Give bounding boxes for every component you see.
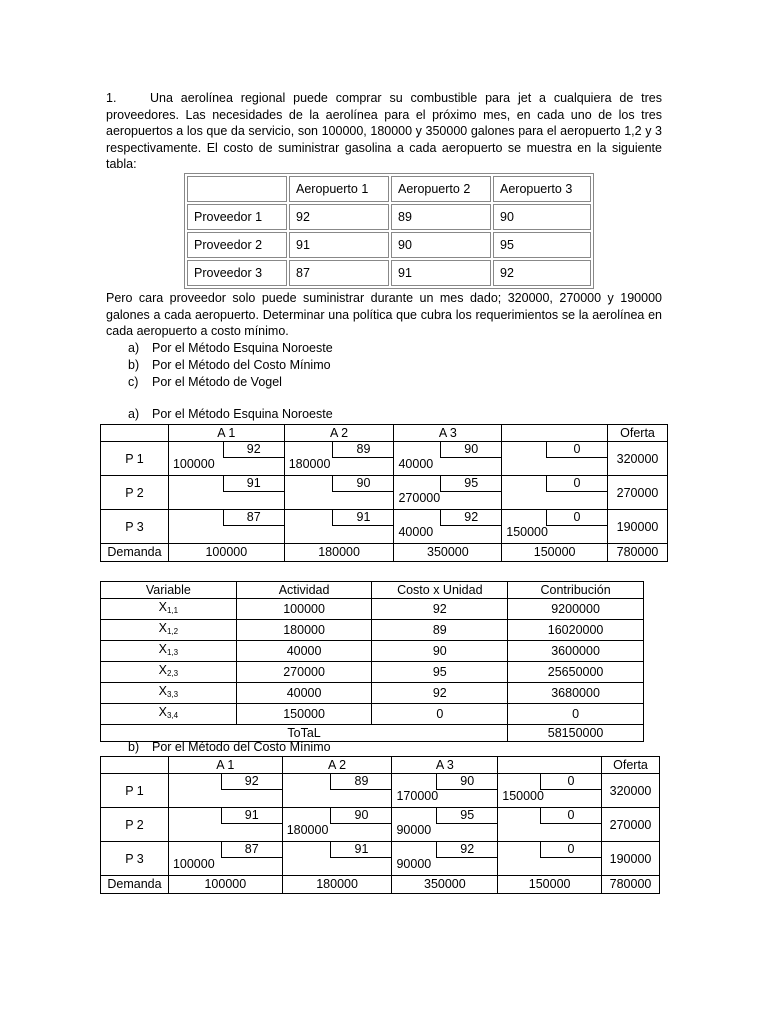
transport-table-a: [100, 424, 668, 562]
allocation: 90000: [396, 823, 432, 837]
header-cell: A 1: [168, 757, 282, 774]
variable-table: [100, 581, 644, 742]
total-row: [101, 725, 644, 742]
table-row: [101, 442, 668, 476]
allocation: 150000: [506, 525, 548, 539]
variable-index: 3,3: [166, 690, 179, 699]
table-row: [101, 510, 668, 544]
demand-value: 780000: [608, 544, 668, 562]
demand-label: Demanda: [101, 544, 169, 562]
variable-symbol: X: [158, 600, 167, 614]
unit-cost: 95: [440, 476, 501, 492]
alloc-cell: [168, 476, 284, 510]
row-label: P 3: [101, 510, 169, 544]
cost-cell: 87: [289, 260, 389, 286]
cost-cell: 92: [493, 260, 591, 286]
row-label: P 2: [101, 476, 169, 510]
unit-cost: 89: [330, 774, 391, 790]
cost-cell: 91: [391, 260, 491, 286]
alloc-cell: [284, 442, 394, 476]
list-text: Por el Método de Vogel: [152, 375, 282, 389]
unit-cost: 92: [223, 442, 284, 458]
supply-cell: 320000: [608, 442, 668, 476]
alloc-cell: [282, 774, 392, 808]
demand-label: Demanda: [101, 876, 169, 894]
variable-cell: [101, 599, 237, 620]
unit-cost-cell: 92: [372, 599, 508, 620]
supply-cell: 190000: [608, 510, 668, 544]
alloc-cell: [284, 510, 394, 544]
cost-header-cell: Aeropuerto 3: [493, 176, 591, 202]
unit-cost: 0: [540, 808, 601, 824]
row-label: P 3: [101, 842, 169, 876]
demand-value: 180000: [282, 876, 392, 894]
variable-index: 1,2: [166, 627, 179, 636]
table-row: [101, 662, 644, 683]
list-item: [128, 357, 333, 374]
alloc-cell: [168, 442, 284, 476]
activity-cell: 40000: [236, 683, 372, 704]
demand-row: [101, 544, 668, 562]
table-row: [101, 842, 660, 876]
unit-cost: 90: [330, 808, 391, 824]
allocation: 100000: [172, 857, 215, 871]
unit-cost: 89: [332, 442, 393, 458]
cost-header-cell: Aeropuerto 2: [391, 176, 491, 202]
header-cell: [502, 425, 608, 442]
table-header-row: [101, 425, 668, 442]
cost-cell: 92: [289, 204, 389, 230]
header-cell: Costo x Unidad: [372, 582, 508, 599]
row-label: P 2: [101, 808, 169, 842]
demand-value: 780000: [602, 876, 660, 894]
variable-symbol: X: [158, 663, 167, 677]
unit-cost-cell: 90: [372, 641, 508, 662]
header-cell: Actividad: [236, 582, 372, 599]
alloc-cell: [394, 476, 502, 510]
alloc-cell: [282, 842, 392, 876]
alloc-cell: [392, 774, 498, 808]
demand-value: 150000: [498, 876, 602, 894]
list-text: Por el Método del Costo Mínimo: [152, 358, 331, 372]
allocation: 170000: [396, 789, 439, 803]
contribution-cell: 16020000: [508, 620, 644, 641]
supply-cell: 270000: [602, 808, 660, 842]
supply-cell: 190000: [602, 842, 660, 876]
unit-cost-cell: 95: [372, 662, 508, 683]
unit-cost: 0: [540, 774, 601, 790]
row-label: P 1: [101, 442, 169, 476]
cost-header-cell: [187, 176, 287, 202]
unit-cost: 91: [221, 808, 282, 824]
allocation: 150000: [502, 789, 544, 803]
alloc-cell: [282, 808, 392, 842]
activity-cell: 100000: [236, 599, 372, 620]
unit-cost: 87: [223, 510, 284, 526]
variable-cell: [101, 620, 237, 641]
cost-table-header: [187, 176, 591, 202]
alloc-cell: [502, 476, 608, 510]
unit-cost: 90: [332, 476, 393, 492]
allocation: 100000: [172, 457, 215, 471]
list-text: Por el Método Esquina Noroeste: [152, 341, 333, 355]
total-label: ToTaL: [101, 725, 508, 742]
variable-symbol: X: [158, 705, 167, 719]
demand-row: [101, 876, 660, 894]
alloc-cell: [392, 842, 498, 876]
table-header-row: [101, 757, 660, 774]
cost-table-row: [187, 204, 591, 230]
demand-value: 100000: [168, 876, 282, 894]
table-row: [101, 808, 660, 842]
unit-cost: 95: [436, 808, 497, 824]
demand-value: 180000: [284, 544, 394, 562]
cost-cell: 91: [289, 232, 389, 258]
alloc-cell: [502, 510, 608, 544]
alloc-cell: [394, 510, 502, 544]
list-item: [128, 340, 333, 357]
alloc-cell: [394, 442, 502, 476]
section-text: Por el Método del Costo Mínimo: [152, 740, 331, 754]
allocation: 40000: [398, 525, 434, 539]
unit-cost: 91: [332, 510, 393, 526]
unit-cost: 90: [440, 442, 501, 458]
header-cell: Oferta: [608, 425, 668, 442]
header-cell: A 3: [392, 757, 498, 774]
cost-table-row: [187, 232, 591, 258]
alloc-cell: [498, 808, 602, 842]
supply-cell: 320000: [602, 774, 660, 808]
table-row: [101, 774, 660, 808]
allocation: 90000: [396, 857, 432, 871]
unit-cost: 92: [436, 842, 497, 858]
variable-cell: [101, 683, 237, 704]
cost-cell: 95: [493, 232, 591, 258]
unit-cost: 0: [540, 842, 601, 858]
alloc-cell: [168, 842, 282, 876]
problem-text: Una aerolínea regional puede comprar su combustible para jet a cualquiera de tres proveedores. Las necesidades de la aerolínea para el próximo mes, en cada uno de los tres aeropuertos a los que da servicio, son 100000, 180000 y 350000 galones para el aeropuerto 1,2 y 3 respectivamente. El costo de suministrar gasolina a cada aeropuerto se muestra en la siguiente tabla:: [106, 91, 662, 171]
activity-cell: 40000: [236, 641, 372, 662]
list-letter: b): [128, 358, 140, 372]
transport-table-b: [100, 756, 660, 894]
alloc-cell: [498, 842, 602, 876]
unit-cost: 0: [546, 510, 607, 526]
variable-index: 1,3: [166, 648, 179, 657]
alloc-cell: [168, 774, 282, 808]
unit-cost-cell: 92: [372, 683, 508, 704]
allocation: 180000: [288, 457, 331, 471]
alloc-cell: [284, 476, 394, 510]
cost-table-row: [187, 260, 591, 286]
activity-cell: 270000: [236, 662, 372, 683]
cost-cell: 89: [391, 204, 491, 230]
cost-cell: 90: [493, 204, 591, 230]
table-row: [101, 620, 644, 641]
unit-cost: 0: [546, 476, 607, 492]
allocation: 180000: [286, 823, 329, 837]
alloc-cell: [392, 808, 498, 842]
variable-cell: [101, 641, 237, 662]
methods-list: [128, 340, 333, 391]
table-row: [101, 599, 644, 620]
unit-cost-cell: 89: [372, 620, 508, 641]
demand-value: 100000: [168, 544, 284, 562]
activity-cell: 150000: [236, 704, 372, 725]
header-cell: Oferta: [602, 757, 660, 774]
demand-value: 350000: [394, 544, 502, 562]
unit-cost: 87: [221, 842, 282, 858]
problem-number: 1.: [106, 91, 117, 105]
alloc-cell: [168, 808, 282, 842]
header-cell: A 1: [168, 425, 284, 442]
cost-header-cell: Aeropuerto 1: [289, 176, 389, 202]
unit-cost: 90: [436, 774, 497, 790]
allocation: 40000: [398, 457, 434, 471]
header-cell: A 2: [282, 757, 392, 774]
total-value: 58150000: [508, 725, 644, 742]
list-item: [128, 374, 333, 391]
demand-value: 150000: [502, 544, 608, 562]
unit-cost: 91: [330, 842, 391, 858]
supply-cell: 270000: [608, 476, 668, 510]
contribution-cell: 3600000: [508, 641, 644, 662]
unit-cost: 91: [223, 476, 284, 492]
unit-cost: 92: [221, 774, 282, 790]
alloc-cell: [502, 442, 608, 476]
section-text: Por el Método Esquina Noroeste: [152, 407, 333, 421]
unit-cost: 92: [440, 510, 501, 526]
section-a-title: [128, 407, 333, 421]
alloc-cell: [168, 510, 284, 544]
variable-index: 1,1: [166, 606, 179, 615]
table-row: [101, 476, 668, 510]
variable-symbol: X: [158, 621, 167, 635]
list-letter: c): [128, 375, 139, 389]
header-cell: [101, 425, 169, 442]
section-letter: b): [128, 740, 140, 754]
header-cell: Variable: [101, 582, 237, 599]
contribution-cell: 25650000: [508, 662, 644, 683]
demand-value: 350000: [392, 876, 498, 894]
header-cell: [101, 757, 169, 774]
alloc-cell: [498, 774, 602, 808]
header-cell: [498, 757, 602, 774]
cost-cell: 90: [391, 232, 491, 258]
list-letter: a): [128, 341, 140, 355]
cost-cell: Proveedor 3: [187, 260, 287, 286]
unit-cost: 0: [546, 442, 607, 458]
problem-statement: [106, 90, 662, 173]
table-row: [101, 641, 644, 662]
variable-index: 3,4: [166, 711, 179, 720]
variable-cell: [101, 704, 237, 725]
section-b-title: [128, 740, 331, 754]
contribution-cell: 3680000: [508, 683, 644, 704]
variable-cell: [101, 662, 237, 683]
allocation: 270000: [398, 491, 441, 505]
row-label: P 1: [101, 774, 169, 808]
header-cell: A 2: [284, 425, 394, 442]
table-header-row: [101, 582, 644, 599]
section-letter: a): [128, 407, 140, 421]
header-cell: A 3: [394, 425, 502, 442]
variable-symbol: X: [158, 642, 167, 656]
cost-cell: Proveedor 1: [187, 204, 287, 230]
contribution-cell: 9200000: [508, 599, 644, 620]
header-cell: Contribución: [508, 582, 644, 599]
unit-cost-cell: 0: [372, 704, 508, 725]
table-row: [101, 683, 644, 704]
contribution-cell: 0: [508, 704, 644, 725]
activity-cell: 180000: [236, 620, 372, 641]
variable-symbol: X: [158, 684, 167, 698]
variable-index: 2,3: [166, 669, 179, 678]
cost-cell: Proveedor 2: [187, 232, 287, 258]
table-row: [101, 704, 644, 725]
constraint-paragraph: Pero cara proveedor solo puede suministrar durante un mes dado; 320000, 270000 y 190000 galones a cada aeropuerto. Determinar una política que cubra los requerimientos se la aerolínea en cada aeropuerto a costo mínimo.: [106, 291, 662, 338]
cost-table: [184, 173, 594, 289]
